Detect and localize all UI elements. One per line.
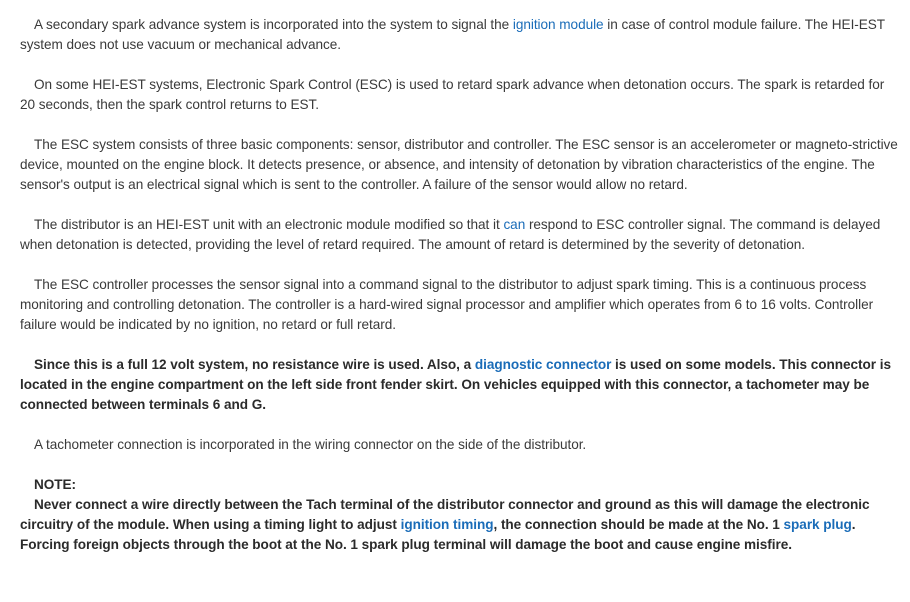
- note-text-part: , the connection should be made at the No. 1: [493, 517, 784, 532]
- paragraph-text: is used on some models. This connector is located in the engine compartment on the left side front fender skirt. On vehicles equipped with this connector, a tachometer may be connected between terminals 6 and G.: [20, 357, 891, 412]
- paragraph-text: in case of control module failure. The HEI-EST system does not use vacuum or mechanical advance.: [20, 17, 885, 52]
- paragraph-esc-controller: The ESC controller processes the sensor signal into a command signal to the distributor to adjust spark timing. This is a continuous process monitoring and controlling detonation. The controller is a hard-wired signal processor and amplifier which operates from 6 to 16 volts. Controller failure would be indicated by no ignition, no retard or full retard.: [20, 277, 874, 332]
- diagnostic-connector-link[interactable]: diagnostic connector: [474, 357, 612, 372]
- paragraph-distributor: [20, 215, 902, 255]
- paragraph-esc-components: The ESC system consists of three basic components: sensor, distributor and controller. The ESC sensor is an accelerometer or magneto-strictive device, mounted on the engine block. It detects presence, or absence, and intensity of detonation by vibration characteristics of the engine. The sensor's output is an electrical signal which is sent to the controller. A failure of the sensor would allow no retard.: [20, 137, 898, 192]
- paragraph-esc-intro: On some HEI-EST systems, Electronic Spark Control (ESC) is used to retard spark advance when detonation occurs. The spark is retarded for 20 seconds, then the spark control returns to EST.: [20, 77, 885, 112]
- paragraph-text: A secondary spark advance system is incorporated into the system to signal the: [34, 17, 513, 32]
- can-link[interactable]: can: [503, 217, 526, 232]
- ignition-module-link[interactable]: ignition module: [512, 17, 604, 32]
- paragraph-12-volt-system: [20, 355, 902, 415]
- note-text: [20, 495, 902, 555]
- paragraph-tachometer: A tachometer connection is incorporated in the wiring connector on the side of the distributor.: [34, 437, 587, 452]
- paragraph-secondary-spark: [20, 15, 902, 55]
- paragraph-text: Since this is a full 12 volt system, no resistance wire is used. Also, a: [34, 357, 475, 372]
- paragraph-text: The distributor is an HEI-EST unit with an electronic module modified so that it: [34, 217, 504, 232]
- note-text-part: Never connect a wire directly between the Tach terminal of the distributor connector and ground as this will damage the electronic circuitry of the module. When using a timing light to adjust: [20, 497, 870, 532]
- paragraph-text: respond to ESC controller signal. The command is delayed when detonation is detected, providing the level of retard required. The amount of retard is determined by the severity of detonation.: [20, 217, 881, 252]
- note-text-part: . Forcing foreign objects through the boot at the No. 1 spark plug terminal will damage the boot and cause engine misfire.: [20, 517, 856, 552]
- spark-plug-link[interactable]: spark plug: [783, 517, 852, 532]
- note-label: NOTE:: [34, 477, 77, 492]
- note-block: [20, 475, 902, 555]
- ignition-timing-link[interactable]: ignition timing: [400, 517, 494, 532]
